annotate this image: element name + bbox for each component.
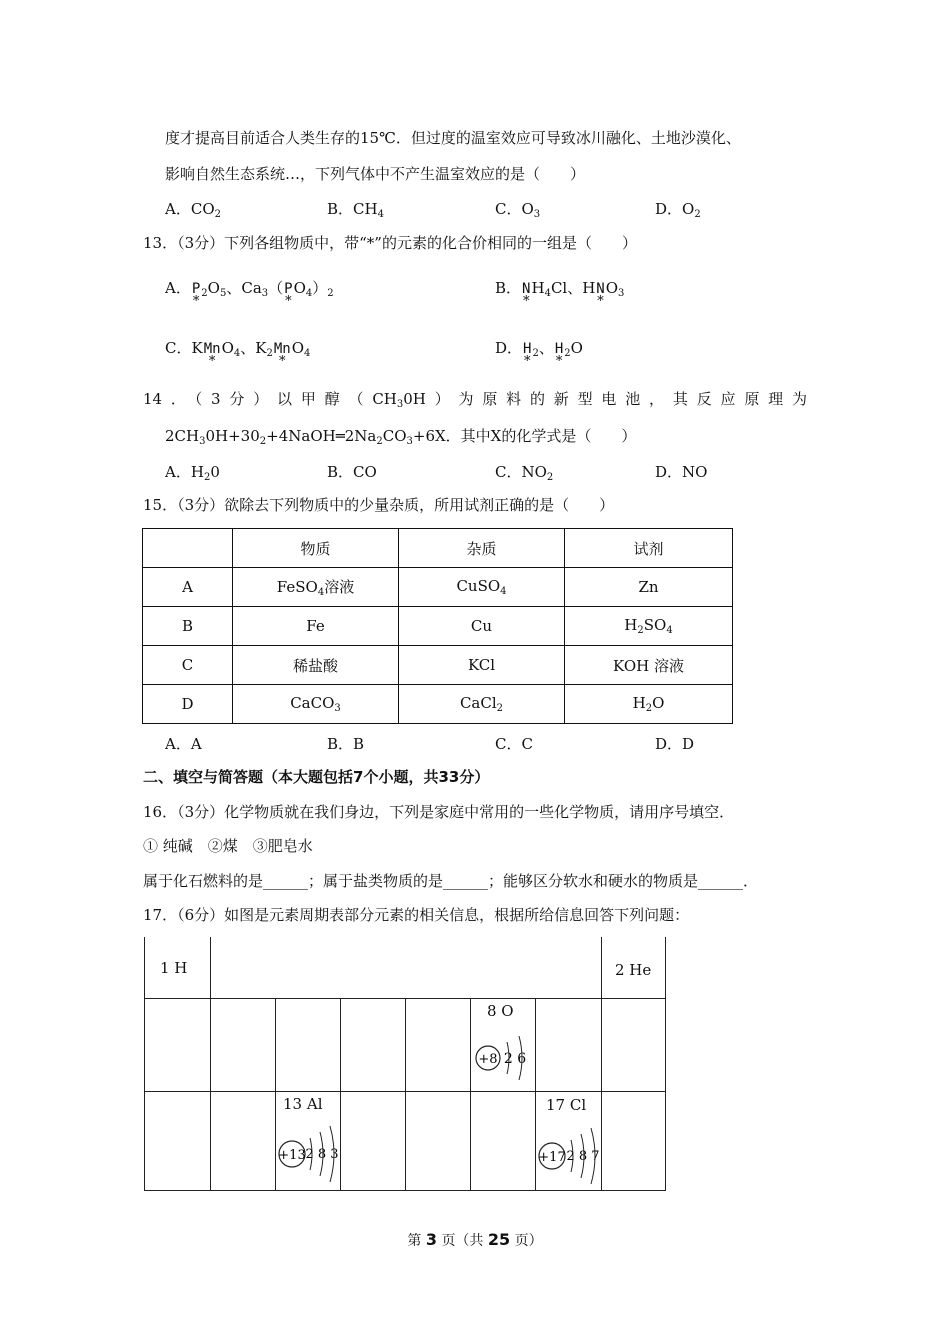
reagent-table: [142, 528, 733, 724]
q12-line1: 度才提高目前适合人类生存的15℃．但过度的温室效应可导致冰川融化、土地沙漠化、: [165, 129, 741, 147]
cell-cl: [535, 1091, 602, 1191]
element-cl-label: 17 Cl: [546, 1096, 587, 1114]
q14-option-b: B．CO: [327, 463, 377, 481]
table-row: [143, 646, 733, 685]
substance-cell: Fe: [233, 607, 399, 646]
q12-line2: 影响自然生态系统…，下列气体中不产生温室效应的是（ ）: [165, 165, 586, 183]
starred-element: N *: [522, 281, 531, 309]
substance-cell: CaCO$_3$: [233, 685, 399, 724]
element-al-label: 13 Al: [283, 1095, 323, 1113]
cell-o: [470, 998, 536, 1092]
row-label: B: [143, 607, 233, 646]
q15-option-d: D．D: [655, 735, 695, 753]
q13-stem: 13．（3分）下列各组物质中，带“*”的元素的化合价相同的一组是（ ）: [143, 234, 637, 252]
element-he-label: 2 He: [615, 961, 652, 979]
impurity-cell: CaCl$_2$: [399, 685, 565, 724]
element-h-label: 1 H: [160, 959, 188, 977]
table-cell: [143, 529, 233, 568]
q14-stem: 14．（3分）以甲醇$(CH_30H)$为原料的新型电池，其反应原理为: [143, 390, 807, 410]
impurity-cell: Cu: [399, 607, 565, 646]
substance-cell: FeSO$_4$溶液: [233, 568, 399, 607]
table-cell: [340, 998, 406, 1092]
starred-element: P *: [191, 281, 201, 309]
table-cell: [210, 998, 276, 1092]
nucleus-text: +8: [478, 1052, 498, 1067]
starred-element: N *: [596, 281, 605, 309]
q15-stem: 15．（3分）欲除去下列物质中的少量杂质，所用试剂正确的是（ ）: [143, 496, 615, 514]
reagent-cell: $H_2SO_4$: [565, 607, 733, 646]
q15-option-c: C．C: [495, 735, 533, 753]
q12-option-d: D．$O_2$: [655, 200, 701, 220]
periodic-table-figure: [144, 937, 666, 1191]
reagent-cell: $H_2O$: [565, 685, 733, 724]
q12-option-a: A．$CO_2$: [165, 200, 221, 220]
table-cell: [144, 1091, 211, 1191]
impurity-cell: KCl: [399, 646, 565, 685]
row-label: A: [143, 568, 233, 607]
chlorine-atom-diagram: [536, 1092, 603, 1192]
element-o-label: 8 O: [487, 1002, 514, 1020]
table-cell: [470, 1091, 536, 1191]
table-row: [143, 568, 733, 607]
empty-span-cell: [210, 937, 602, 999]
q17-stem: 17．（6分）如图是元素周期表部分元素的相关信息，根据所给信息回答下列问题：: [143, 906, 690, 924]
table-cell: [210, 1091, 276, 1191]
starred-element: H *: [554, 341, 564, 369]
impurity-cell: CuSO$_4$: [399, 568, 565, 607]
nucleus-text: +17: [538, 1150, 566, 1165]
table-cell: [405, 1091, 471, 1191]
reagent-cell: Zn: [565, 568, 733, 607]
oxygen-atom-diagram: [471, 999, 537, 1093]
table-header: 物质: [233, 529, 399, 568]
cell-al: [275, 1091, 341, 1191]
table-cell: [601, 1091, 666, 1191]
q13-option-b: B． N * $H_4Cl$、H N * $O_3$: [495, 279, 625, 309]
q14-option-c: C．$NO_2$: [495, 463, 554, 483]
q16-blanks: 属于化石燃料的是______；属于盐类物质的是______；能够区分软水和硬水的物质是______．: [143, 872, 759, 890]
table-cell: [144, 998, 211, 1092]
table-row: [143, 685, 733, 724]
starred-element: P *: [284, 281, 293, 309]
starred-element: Mn *: [203, 341, 221, 369]
table-header-row: [143, 529, 733, 568]
q15-option-a: A．A: [165, 735, 202, 753]
section-title: 二、填空与简答题（本大题包括7个小题，共33分）: [143, 768, 490, 786]
q13-option-c: C．K Mn * $O_4$、$K_2$ Mn * $O_4$: [165, 339, 311, 369]
substance-cell: 稀盐酸: [233, 646, 399, 685]
q16-stem: 16．（3分）化学物质就在我们身边，下列是家庭中常用的一些化学物质，请用序号填空．: [143, 803, 735, 821]
total-pages: 25: [487, 1230, 511, 1249]
q13-option-a: A． P * $_2O_5$、$Ca_3$（ P * $O_4)_2$: [165, 279, 334, 309]
table-cell: [275, 998, 341, 1092]
q14-equation: $2CH_30H+30_2+4NaOH═2Na_2CO_3+6X$．其中X的化学式是（ ）: [165, 427, 637, 447]
q14-option-d: D．NO: [655, 463, 708, 481]
table-cell: [405, 998, 471, 1092]
page-number: 3: [425, 1230, 437, 1249]
q16-items: ① 纯碱 ②煤 ③肥皂水: [143, 837, 313, 855]
reagent-cell: KOH 溶液: [565, 646, 733, 685]
table-header: 杂质: [399, 529, 565, 568]
shells-text: 2 6: [503, 1051, 527, 1067]
shells-text: 2 8 7: [566, 1149, 600, 1164]
row-label: C: [143, 646, 233, 685]
q12-option-b: B．$CH_4$: [327, 200, 384, 220]
table-cell: [340, 1091, 406, 1191]
q13-option-d: D． H * $_2$、 H * $_2$O: [495, 339, 583, 369]
nucleus-text: +13: [278, 1148, 306, 1163]
q12-option-c: C．$O_3$: [495, 200, 541, 220]
q14-option-a: A．$H_20$: [165, 463, 220, 483]
row-label: D: [143, 685, 233, 724]
page-footer: 第 3 页（共 25 页）: [407, 1230, 543, 1249]
cell-h: [144, 937, 211, 999]
table-header: 试剂: [565, 529, 733, 568]
shells-text: 2 8 3: [305, 1147, 339, 1162]
starred-element: Mn *: [273, 341, 291, 369]
table-cell: [535, 998, 602, 1092]
aluminum-atom-diagram: [276, 1092, 342, 1192]
q15-option-b: B．B: [327, 735, 365, 753]
table-row: [143, 607, 733, 646]
cell-he: [601, 937, 666, 999]
table-cell: [601, 998, 666, 1092]
starred-element: H *: [523, 341, 532, 369]
